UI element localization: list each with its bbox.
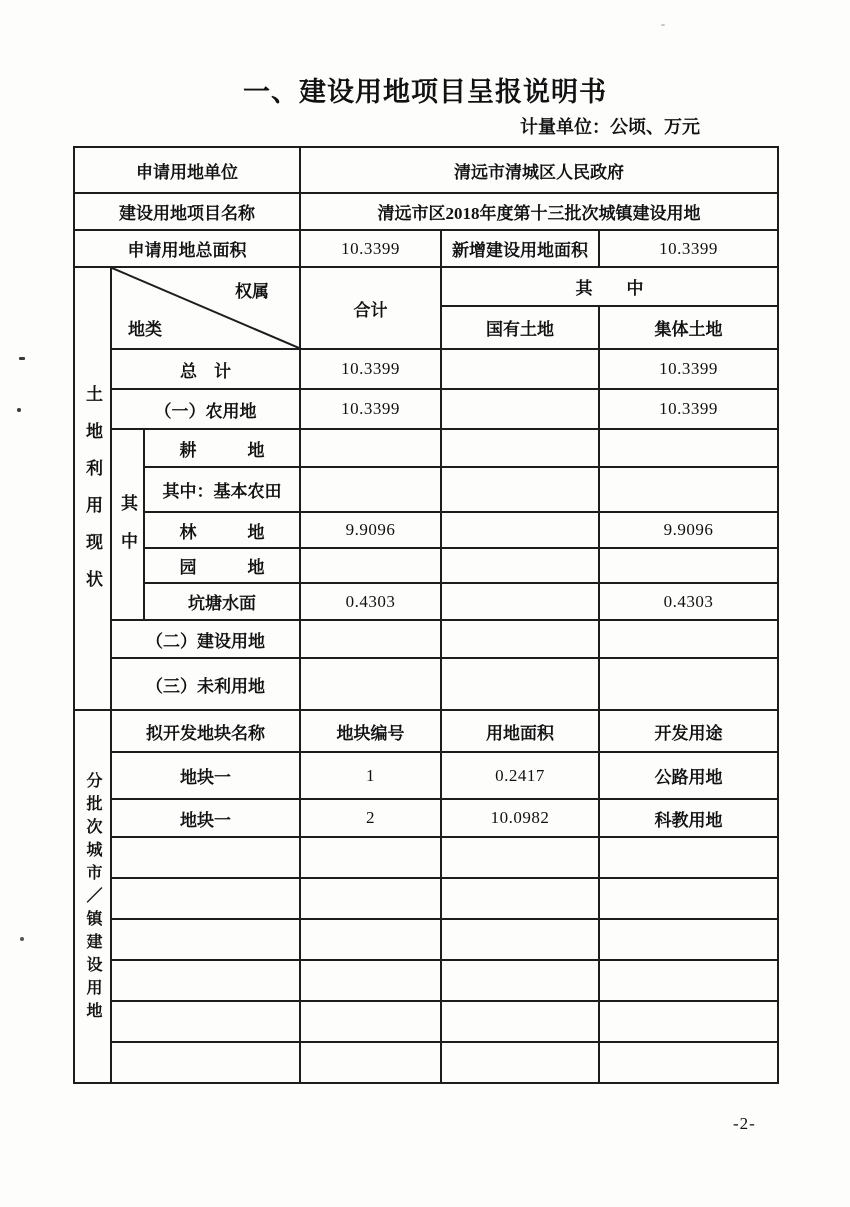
col-header-among: 其 中: [441, 267, 778, 306]
parcel-usage: [599, 837, 778, 878]
applicant-value: 清远市清城区人民政府: [300, 147, 778, 193]
parcel-number: [300, 837, 441, 878]
row-forest: [74, 512, 778, 548]
parcel-area: [441, 1042, 599, 1083]
row-label: （二）建设用地: [111, 620, 300, 658]
batch-row-empty: [74, 878, 778, 919]
row-garden: [74, 548, 778, 583]
parcel-area: [441, 960, 599, 1001]
parcel-area: 10.0982: [441, 799, 599, 837]
applicant-label: 申请用地单位: [74, 147, 300, 193]
row-label: 耕 地: [144, 429, 300, 467]
batch-row-empty: [74, 919, 778, 960]
parcel-number: [300, 1001, 441, 1042]
project-label: 建设用地项目名称: [74, 193, 300, 230]
state-owned-cell: [441, 349, 599, 389]
total-cell: [300, 429, 441, 467]
parcel-name: [111, 837, 300, 878]
parcel-number: [300, 919, 441, 960]
parcel-name: [111, 960, 300, 1001]
row-basic-farmland: [74, 467, 778, 512]
parcel-name: [111, 1001, 300, 1042]
collective-cell: [599, 658, 778, 710]
row-cultivated: [74, 429, 778, 467]
row-unused: [74, 658, 778, 710]
row-project: [74, 193, 778, 230]
project-value: 清远市区2018年度第十三批次城镇建设用地: [300, 193, 778, 230]
batch-section-label: [74, 710, 111, 1083]
state-owned-cell: [441, 620, 599, 658]
batch-header-usage: 开发用途: [599, 710, 778, 752]
parcel-usage: 公路用地: [599, 752, 778, 799]
total-cell: [300, 467, 441, 512]
among-section-label: [111, 429, 144, 620]
parcel-name: [111, 1042, 300, 1083]
collective-cell: 9.9096: [599, 512, 778, 548]
batch-row-empty: [74, 1001, 778, 1042]
row-pond: [74, 583, 778, 620]
batch-row-empty: [74, 1042, 778, 1083]
land-form-table: [73, 146, 779, 1084]
parcel-area: 0.2417: [441, 752, 599, 799]
batch-header-name: 拟开发地块名称: [111, 710, 300, 752]
parcel-usage: [599, 919, 778, 960]
parcel-usage: [599, 1042, 778, 1083]
col-header-total: 合计: [300, 267, 441, 349]
row-label: 其中：基本农田: [144, 467, 300, 512]
batch-section-label-text: 分批次城市／镇建设用地: [84, 771, 101, 1025]
row-grand-total: [74, 349, 778, 389]
total-cell: 0.4303: [300, 583, 441, 620]
state-owned-cell: [441, 467, 599, 512]
row-landuse-header-top: [74, 267, 778, 306]
collective-cell: 10.3399: [599, 349, 778, 389]
parcel-area: [441, 878, 599, 919]
total-area-label: 申请用地总面积: [74, 230, 300, 267]
state-owned-cell: [441, 658, 599, 710]
collective-cell: 0.4303: [599, 583, 778, 620]
batch-row-empty: [74, 837, 778, 878]
parcel-number: 2: [300, 799, 441, 837]
page-title: 一、建设用地项目呈报说明书: [243, 77, 607, 107]
row-construction: [74, 620, 778, 658]
batch-header-area: 用地面积: [441, 710, 599, 752]
col-header-state-owned: 国有土地: [441, 306, 599, 349]
collective-cell: [599, 548, 778, 583]
state-owned-cell: [441, 583, 599, 620]
batch-row-empty: [74, 960, 778, 1001]
scan-speck: [19, 357, 25, 360]
collective-cell: 10.3399: [599, 389, 778, 429]
col-header-collective: 集体土地: [599, 306, 778, 349]
parcel-name: 地块一: [111, 752, 300, 799]
landuse-section-label-text: 土地利用现状: [83, 385, 102, 607]
scan-speck: [20, 937, 24, 941]
total-cell: [300, 620, 441, 658]
parcel-number: [300, 960, 441, 1001]
collective-cell: [599, 467, 778, 512]
parcel-name: [111, 919, 300, 960]
row-applicant: [74, 147, 778, 193]
diagonal-top-label: 权属: [235, 282, 270, 301]
new-area-label: 新增建设用地面积: [441, 230, 599, 267]
row-total-area: [74, 230, 778, 267]
batch-row: [74, 799, 778, 837]
scan-speck: [661, 24, 665, 26]
total-cell: [300, 548, 441, 583]
row-label: （一）农用地: [111, 389, 300, 429]
state-owned-cell: [441, 548, 599, 583]
parcel-usage: [599, 1001, 778, 1042]
parcel-area: [441, 1001, 599, 1042]
row-label: 坑塘水面: [144, 583, 300, 620]
state-owned-cell: [441, 429, 599, 467]
row-label: 总 计: [111, 349, 300, 389]
state-owned-cell: [441, 389, 599, 429]
row-batch-header: [74, 710, 778, 752]
total-cell: 9.9096: [300, 512, 441, 548]
total-cell: [300, 658, 441, 710]
batch-header-number: 地块编号: [300, 710, 441, 752]
diagonal-header-cell: [111, 267, 300, 349]
batch-row: [74, 752, 778, 799]
parcel-name: 地块一: [111, 799, 300, 837]
unit-note: 计量单位：公顷、万元: [520, 117, 700, 137]
total-cell: 10.3399: [300, 389, 441, 429]
parcel-usage: [599, 878, 778, 919]
parcel-number: [300, 878, 441, 919]
new-area-value: 10.3399: [599, 230, 778, 267]
page-number: -2-: [733, 1114, 756, 1133]
parcel-usage: [599, 960, 778, 1001]
diagonal-bottom-label: 地类: [128, 320, 162, 339]
row-label: 林 地: [144, 512, 300, 548]
collective-cell: [599, 620, 778, 658]
parcel-number: [300, 1042, 441, 1083]
landuse-section-label: [74, 267, 111, 710]
parcel-number: 1: [300, 752, 441, 799]
collective-cell: [599, 429, 778, 467]
parcel-usage: 科教用地: [599, 799, 778, 837]
row-agricultural: [74, 389, 778, 429]
parcel-area: [441, 919, 599, 960]
state-owned-cell: [441, 512, 599, 548]
parcel-area: [441, 837, 599, 878]
row-label: 园 地: [144, 548, 300, 583]
total-cell: 10.3399: [300, 349, 441, 389]
row-label: （三）未利用地: [111, 658, 300, 710]
among-section-label-text: 其中: [118, 494, 137, 570]
scan-speck: [17, 408, 21, 412]
parcel-name: [111, 878, 300, 919]
total-area-value: 10.3399: [300, 230, 441, 267]
